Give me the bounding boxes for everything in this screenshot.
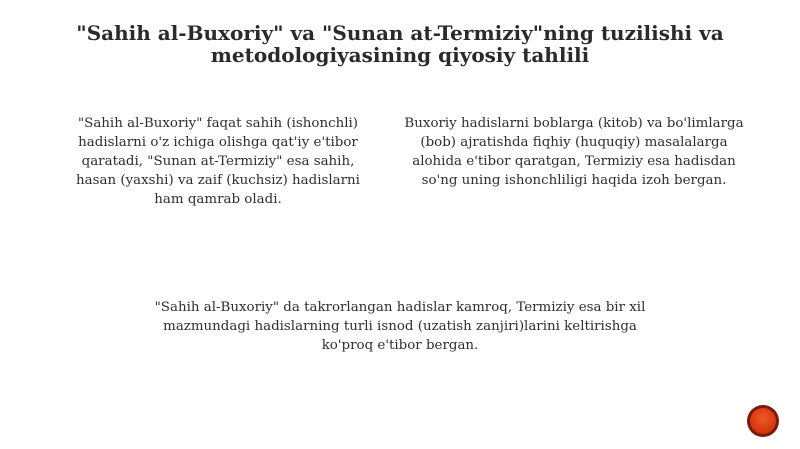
circle-nav-icon	[750, 408, 776, 434]
text-block-right: Buxoriy hadislarni boblarga (kitob) va bo'limlarga (bob) ajratishda fiqhiy (huquqiy) masalalarga alohida e'tibor qaratgan, Termiziy esa hadisdan so'ng uning ishonchliligi haqida izoh bergan.	[404, 116, 744, 188]
slide-nav-button[interactable]	[747, 405, 779, 437]
slide-title: "Sahih al-Buxoriy" va "Sunan at-Termiziy"ning tuzilishi va metodologiyasining qiyosiy tahlili	[76, 21, 724, 67]
text-block-bottom: "Sahih al-Buxoriy" da takrorlangan hadislar kamroq, Termiziy esa bir xil mazmundagi hadislarning turli isnod (uzatish zanjiri)larini keltirishga ko'proq e'tibor bergan.	[154, 300, 646, 353]
text-block-left: "Sahih al-Buxoriy" faqat sahih (ishonchli) hadislarni o'z ichiga olishga qat'iy e'tibor qaratadi, "Sunan at-Termiziy" esa sahih, hasan (yaxshi) va zaif (kuchsiz) hadislarni ham qamrab oladi.	[76, 116, 360, 207]
